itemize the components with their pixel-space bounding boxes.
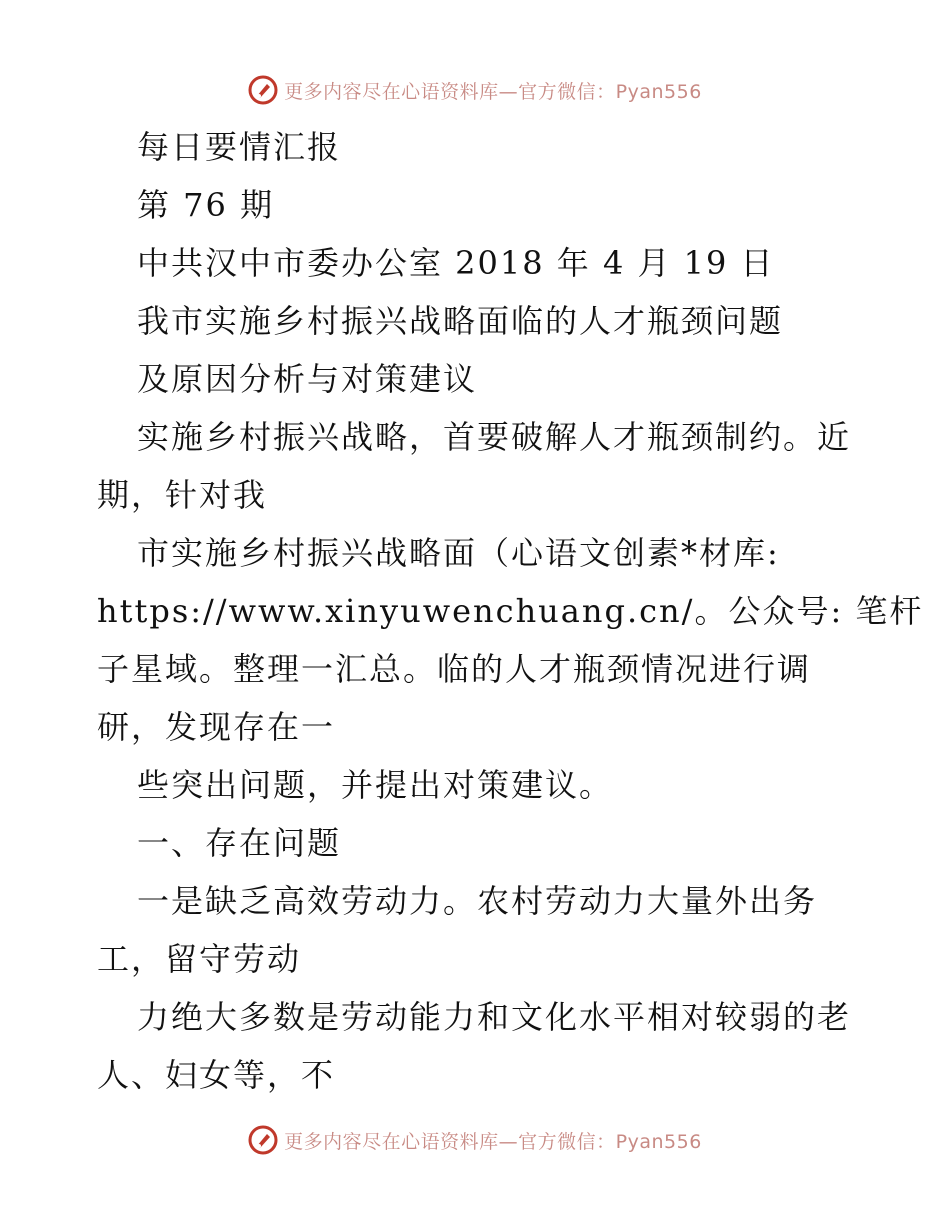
watermark-header: [0, 72, 950, 108]
text-line: 子星域。整理一汇总。临的人才瓶颈情况进行调: [97, 650, 812, 688]
text-line: 人、妇女等，不: [97, 1056, 336, 1094]
text-line: 一是缺乏高效劳动力。农村劳动力大量外出务: [137, 882, 818, 920]
text-line: 中共汉中市委办公室 2018 年 4 月 19 日: [137, 244, 775, 282]
text-line: 力绝大多数是劳动能力和文化水平相对较弱的老: [137, 998, 852, 1036]
text-line: 工，留守劳动: [97, 940, 302, 978]
text-line: 些突出问题，并提出对策建议。: [137, 766, 614, 804]
watermark-text: 更多内容尽在心语资料库—官方微信：Pyan556: [284, 1130, 702, 1153]
text-line: 我市实施乡村振兴战略面临的人才瓶颈问题: [137, 302, 784, 340]
watermark-text: 更多内容尽在心语资料库—官方微信：Pyan556: [284, 80, 702, 103]
pen-nib-logo-icon: [248, 75, 278, 105]
text-line: 研，发现存在一: [97, 708, 336, 746]
text-line: 市实施乡村振兴战略面（心语文创素*材库:: [137, 534, 780, 572]
text-line: 每日要情汇报: [137, 128, 342, 166]
watermark-footer: [0, 1122, 950, 1158]
text-line: https://www.xinyuwenchuang.cn/。公众号: 笔杆: [97, 592, 924, 630]
text-line: 一、存在问题: [137, 824, 342, 862]
text-line: 及原因分析与对策建议: [137, 360, 478, 398]
document-body: [97, 118, 924, 1104]
text-line: 实施乡村振兴战略，首要破解人才瓶颈制约。近: [137, 418, 852, 456]
text-line: 期，针对我: [97, 476, 268, 514]
text-line: 第 76 期: [137, 186, 275, 224]
pen-nib-logo-icon: [248, 1125, 278, 1155]
